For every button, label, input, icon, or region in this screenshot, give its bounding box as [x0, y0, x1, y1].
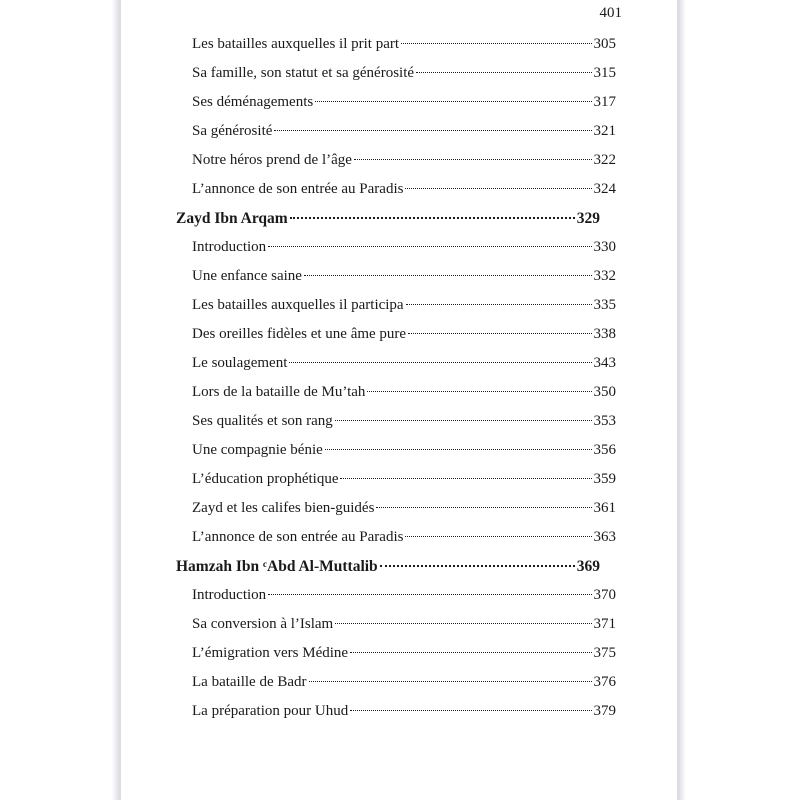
dot-leader	[416, 70, 591, 73]
toc-entry-page-number: 363	[593, 529, 616, 545]
toc-entry-title: Sa générosité	[192, 123, 273, 139]
toc-entry	[176, 320, 616, 349]
dot-leader	[268, 592, 591, 595]
toc-entry	[176, 697, 616, 726]
toc-entry-page-number: 371	[593, 616, 616, 632]
dot-leader	[309, 679, 592, 682]
toc-entry-title: Introduction	[192, 587, 267, 603]
dot-leader	[380, 563, 575, 567]
toc-entry-title: Zayd Ibn Arqam	[176, 210, 288, 227]
toc-entry	[176, 175, 616, 204]
left-page-edge	[112, 0, 120, 800]
dot-leader	[350, 650, 591, 653]
toc-entry-title: L’éducation prophétique	[192, 471, 339, 487]
toc-entry-page-number: 321	[593, 123, 616, 139]
toc-entry	[176, 88, 616, 117]
toc-entry-page-number: 343	[593, 355, 616, 371]
toc-entry-title: Sa conversion à l’Islam	[192, 616, 334, 632]
toc-chapter-heading	[176, 204, 616, 233]
book-page	[120, 0, 678, 800]
toc-entry-page-number: 369	[576, 558, 600, 575]
toc-entry-title: Les batailles auxquelles il prit part	[192, 36, 400, 52]
table-of-contents	[176, 30, 616, 726]
toc-entry-title: La préparation pour Uhud	[192, 703, 349, 719]
toc-entry-title: Sa famille, son statut et sa générosité	[192, 65, 415, 81]
toc-entry-page-number: 329	[576, 210, 600, 227]
dot-leader	[408, 331, 591, 334]
dot-leader	[304, 273, 592, 276]
toc-entry-page-number: 375	[593, 645, 616, 661]
toc-entry-title: Une enfance saine	[192, 268, 302, 284]
toc-entry	[176, 581, 616, 610]
toc-entry-title: Hamzah Ibn ᶜAbd Al-Muttalib	[176, 558, 378, 575]
dot-leader	[367, 389, 591, 392]
toc-entry-page-number: 322	[593, 152, 616, 168]
dot-leader	[274, 128, 591, 131]
toc-entry-title: L’annonce de son entrée au Paradis	[192, 529, 404, 545]
toc-entry-title: L’émigration vers Médine	[192, 645, 349, 661]
toc-entry-page-number: 370	[593, 587, 616, 603]
toc-entry-title: L’annonce de son entrée au Paradis	[192, 181, 404, 197]
toc-entry-page-number: 335	[593, 297, 616, 313]
toc-entry-page-number: 353	[593, 413, 616, 429]
toc-entry	[176, 668, 616, 697]
toc-chapter-heading	[176, 552, 616, 581]
toc-entry-title: Les batailles auxquelles il participa	[192, 297, 404, 313]
dot-leader	[354, 157, 592, 160]
dot-leader	[405, 186, 591, 189]
right-page-edge	[678, 0, 686, 800]
dot-leader	[315, 99, 591, 102]
toc-entry-title: Des oreilles fidèles et une âme pure	[192, 326, 407, 342]
dot-leader	[290, 215, 575, 219]
dot-leader	[376, 505, 591, 508]
toc-entry	[176, 30, 616, 59]
toc-entry	[176, 262, 616, 291]
toc-entry-page-number: 379	[593, 703, 616, 719]
dot-leader	[289, 360, 591, 363]
toc-entry-title: Ses qualités et son rang	[192, 413, 333, 429]
toc-entry	[176, 465, 616, 494]
toc-entry-page-number: 305	[593, 36, 616, 52]
toc-entry-page-number: 317	[593, 94, 616, 110]
toc-entry-title: Le soulagement	[192, 355, 288, 371]
dot-leader	[401, 41, 591, 44]
dot-leader	[350, 708, 591, 711]
toc-entry-page-number: 361	[593, 500, 616, 516]
dot-leader	[335, 621, 591, 624]
toc-entry	[176, 146, 616, 175]
toc-entry-title: Lors de la bataille de Mu’tah	[192, 384, 366, 400]
dot-leader	[325, 447, 592, 450]
toc-entry	[176, 117, 616, 146]
toc-entry	[176, 233, 616, 262]
toc-entry-page-number: 332	[593, 268, 616, 284]
toc-entry	[176, 494, 616, 523]
toc-entry	[176, 407, 616, 436]
toc-entry	[176, 349, 616, 378]
toc-entry	[176, 610, 616, 639]
toc-entry-page-number: 324	[593, 181, 616, 197]
dot-leader	[405, 534, 591, 537]
toc-entry	[176, 291, 616, 320]
toc-entry-title: Zayd et les califes bien-guidés	[192, 500, 375, 516]
toc-entry-title: La bataille de Badr	[192, 674, 307, 690]
toc-entry	[176, 639, 616, 668]
toc-entry-title: Notre héros prend de l’âge	[192, 152, 352, 168]
toc-entry-page-number: 338	[593, 326, 616, 342]
toc-entry-title: Introduction	[192, 239, 267, 255]
toc-entry	[176, 59, 616, 88]
toc-entry-title: Ses déménagements	[192, 94, 314, 110]
toc-entry-page-number: 359	[593, 471, 616, 487]
toc-entry-title: Une compagnie bénie	[192, 442, 323, 458]
toc-entry-page-number: 315	[593, 65, 616, 81]
dot-leader	[335, 418, 592, 421]
toc-entry-page-number: 356	[593, 442, 616, 458]
toc-entry	[176, 436, 616, 465]
dot-leader	[340, 476, 591, 479]
dot-leader	[406, 302, 592, 305]
dot-leader	[268, 244, 591, 247]
page-number: 401	[599, 5, 622, 21]
toc-entry-page-number: 376	[593, 674, 616, 690]
toc-entry	[176, 523, 616, 552]
toc-entry-page-number: 350	[593, 384, 616, 400]
toc-entry	[176, 378, 616, 407]
toc-entry-page-number: 330	[593, 239, 616, 255]
